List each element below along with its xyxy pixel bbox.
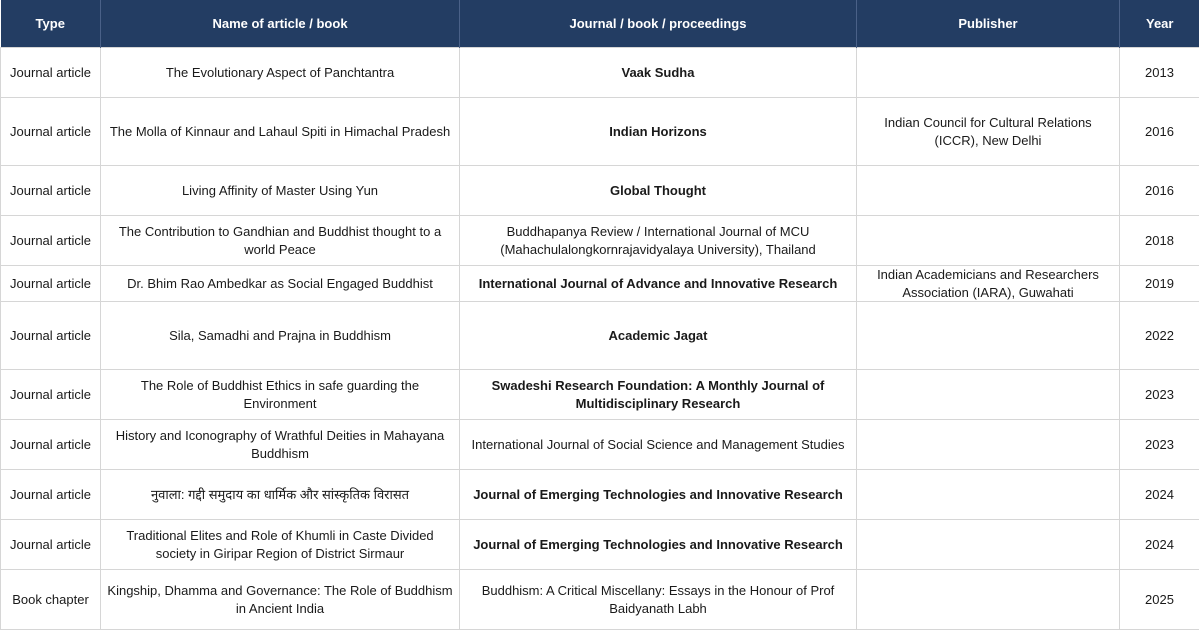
cell-journal: Buddhism: A Critical Miscellany: Essays in the Honour of Prof Baidyanath Labh	[460, 570, 857, 630]
cell-type: Journal article	[1, 166, 101, 216]
cell-year: 2024	[1120, 470, 1199, 520]
table-row	[1, 216, 1199, 266]
cell-title: Traditional Elites and Role of Khumli in Caste Divided society in Giripar Region of District Sirmaur	[101, 520, 460, 570]
header-publisher: Publisher	[857, 0, 1120, 48]
cell-type: Journal article	[1, 420, 101, 470]
cell-publisher	[857, 420, 1120, 470]
cell-title: History and Iconography of Wrathful Deities in Mahayana Buddhism	[101, 420, 460, 470]
cell-type: Journal article	[1, 48, 101, 98]
cell-journal: Journal of Emerging Technologies and Innovative Research	[460, 470, 857, 520]
cell-year: 2022	[1120, 302, 1199, 370]
cell-publisher	[857, 520, 1120, 570]
cell-year: 2025	[1120, 570, 1199, 630]
table-body	[1, 48, 1199, 630]
header-year: Year	[1120, 0, 1199, 48]
cell-year: 2013	[1120, 48, 1199, 98]
cell-type: Journal article	[1, 302, 101, 370]
header-journal: Journal / book / proceedings	[460, 0, 857, 48]
cell-year: 2016	[1120, 98, 1199, 166]
header-type: Type	[1, 0, 101, 48]
cell-type: Journal article	[1, 216, 101, 266]
table-row	[1, 370, 1199, 420]
cell-publisher	[857, 302, 1120, 370]
cell-journal: International Journal of Social Science and Management Studies	[460, 420, 857, 470]
table-row	[1, 166, 1199, 216]
header-title: Name of article / book	[101, 0, 460, 48]
cell-year: 2019	[1120, 266, 1199, 302]
cell-type: Journal article	[1, 370, 101, 420]
cell-title: Sila, Samadhi and Prajna in Buddhism	[101, 302, 460, 370]
cell-type: Journal article	[1, 520, 101, 570]
table-row	[1, 266, 1199, 302]
table-row	[1, 302, 1199, 370]
cell-publisher	[857, 370, 1120, 420]
cell-publisher	[857, 470, 1120, 520]
cell-publisher: Indian Council for Cultural Relations (ICCR), New Delhi	[857, 98, 1120, 166]
cell-journal: Swadeshi Research Foundation: A Monthly Journal of Multidisciplinary Research	[460, 370, 857, 420]
table-row	[1, 48, 1199, 98]
cell-journal: Indian Horizons	[460, 98, 857, 166]
cell-journal: Buddhapanya Review / International Journal of MCU (Mahachulalongkornrajavidyalaya University), Thailand	[460, 216, 857, 266]
table-row	[1, 520, 1199, 570]
cell-type: Book chapter	[1, 570, 101, 630]
cell-title: The Evolutionary Aspect of Panchtantra	[101, 48, 460, 98]
cell-publisher	[857, 570, 1120, 630]
cell-year: 2024	[1120, 520, 1199, 570]
cell-publisher	[857, 216, 1120, 266]
cell-year: 2016	[1120, 166, 1199, 216]
table-row	[1, 570, 1199, 630]
cell-journal: Vaak Sudha	[460, 48, 857, 98]
cell-journal: Journal of Emerging Technologies and Innovative Research	[460, 520, 857, 570]
cell-title: The Molla of Kinnaur and Lahaul Spiti in Himachal Pradesh	[101, 98, 460, 166]
cell-year: 2023	[1120, 370, 1199, 420]
cell-title: The Contribution to Gandhian and Buddhist thought to a world Peace	[101, 216, 460, 266]
table-row	[1, 420, 1199, 470]
header-row	[1, 0, 1199, 48]
cell-publisher	[857, 166, 1120, 216]
cell-journal: International Journal of Advance and Innovative Research	[460, 266, 857, 302]
cell-year: 2023	[1120, 420, 1199, 470]
cell-type: Journal article	[1, 470, 101, 520]
table-header	[1, 0, 1199, 48]
cell-type: Journal article	[1, 266, 101, 302]
cell-title: नुवाला: गद्दी समुदाय का धार्मिक और सांस्कृतिक विरासत	[101, 470, 460, 520]
cell-publisher: Indian Academicians and Researchers Association (IARA), Guwahati	[857, 266, 1120, 302]
cell-title: The Role of Buddhist Ethics in safe guarding the Environment	[101, 370, 460, 420]
cell-title: Kingship, Dhamma and Governance: The Role of Buddhism in Ancient India	[101, 570, 460, 630]
cell-journal: Academic Jagat	[460, 302, 857, 370]
cell-journal: Global Thought	[460, 166, 857, 216]
table-row	[1, 98, 1199, 166]
cell-publisher	[857, 48, 1120, 98]
cell-title: Dr. Bhim Rao Ambedkar as Social Engaged Buddhist	[101, 266, 460, 302]
table-row	[1, 470, 1199, 520]
cell-type: Journal article	[1, 98, 101, 166]
cell-title: Living Affinity of Master Using Yun	[101, 166, 460, 216]
cell-year: 2018	[1120, 216, 1199, 266]
